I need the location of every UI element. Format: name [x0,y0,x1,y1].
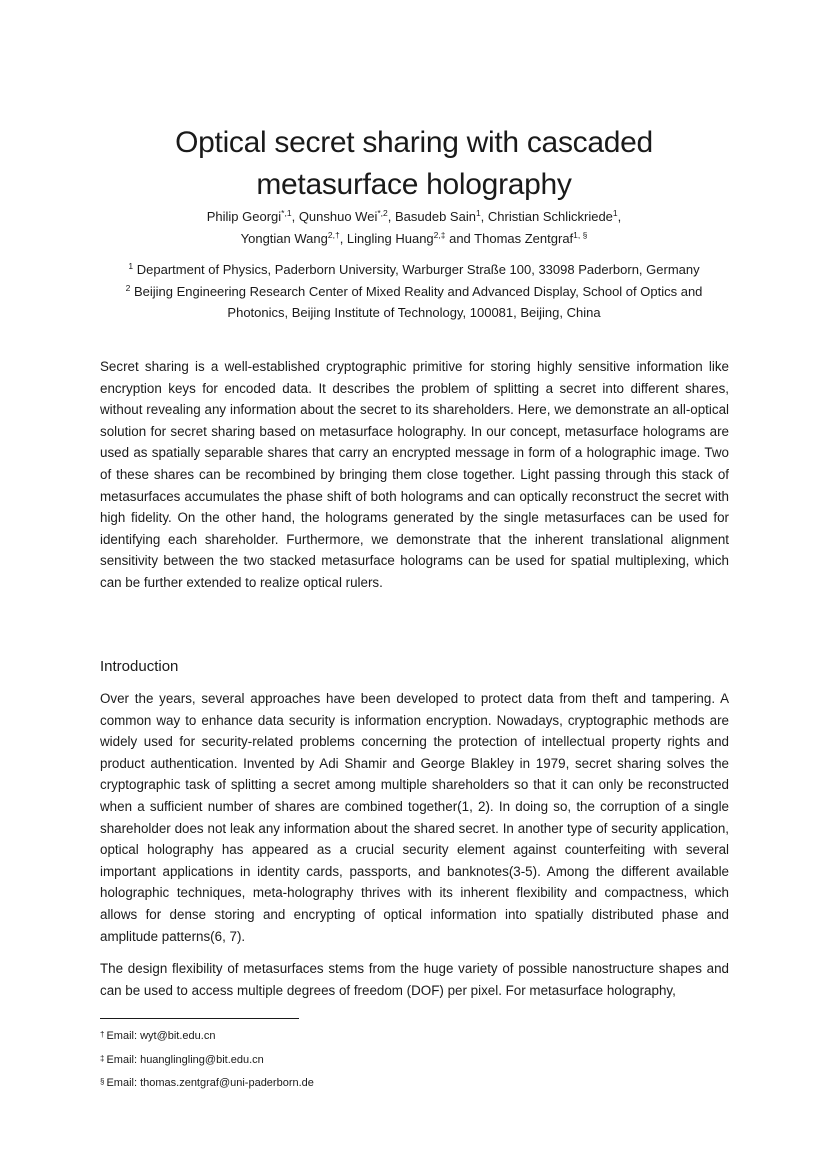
author-affiliation-mark: *,2 [377,208,388,218]
footnote-text: Email: huanglingling@bit.edu.cn [106,1053,264,1066]
author-name: Lingling Huang [346,231,434,246]
author-name: Yongtian Wang [240,231,328,246]
author-affiliation-mark: 2,† [327,230,340,240]
author-affiliation-mark: *,1 [281,208,292,218]
footnote-item [100,1071,314,1095]
body-paragraph: The design flexibility of metasurfaces stems from the huge variety of possible nanostructure shapes and can be used to access multiple degrees of freedom (DOF) per pixel. For metasurface holography, [100,961,729,998]
author-affiliation-mark: 1, § [573,230,588,240]
affiliation-text: Beijing Engineering Research Center of Mixed Reality and Advanced Display, School of Optics and [130,283,703,299]
footnote-divider [100,1018,299,1019]
author-affiliation-mark: 2,‡ [433,230,446,240]
footnote-mark: † [100,1030,105,1039]
footnote-item [100,1048,314,1072]
affiliation-mark: 2 [125,282,131,293]
author-affiliation-mark: 1 [612,208,618,218]
author-separator: and [445,231,475,246]
affiliation-text: Photonics, Beijing Institute of Technology, 100081, Beijing, China [227,305,601,320]
footnote-text: Email: thomas.zentgraf@uni-paderborn.de [106,1077,314,1089]
abstract: Secret sharing is a well-established cryptographic primitive for storing highly sensitive information like encryption keys for encoded data. It describes the problem of splitting a secret into different shares, without revealing any information about the secret to its shareholders. Here, we demonstrate an all-optical solution for secret sharing based on metasurface holography. In our concept, metasurface holograms are used as spatially separable shares that carry an encrypted message in form of a holographic image. Two of these shares can be recombined by bringing them close together. Light passing through this stack of metasurfaces accumulates the phase shift of both holograms and can optically reconstruct the secret with high fidelity. On the other hand, the holograms generated by the single metasurfaces can be used for identifying each shareholder. Furthermore, we demonstrate that the inherent translational alignment sensitivity between the two stacked metasurface holograms can be used for spatial multiplexing, which can be further extended to realize optical rulers. [100,359,729,590]
section-heading-introduction: Introduction [100,658,179,675]
paper-title [100,122,728,206]
author-separator: , [480,209,488,224]
author-separator: , [387,209,395,224]
affiliation-item [100,281,728,303]
author-line-2 [100,228,728,250]
footnote-mark: § [100,1077,105,1086]
body-paragraph: Over the years, several approaches have been developed to protect data from theft and tampering. A common way to enhance data security is information encryption. Nowadays, cryptographic methods are widely used for security-related problems concerning the protection of intellectual property rights and product authentication. Invented by Adi Shamir and George Blakley in 1979, secret sharing solves the cryptographic task of splitting a secret among multiple shareholders so that it can only be reconstructed when a sufficient number of shares are combined together(1, 2). In doing so, the corruption of a single shareholder does not leak any information about the shared secret. In another type of security application, optical holography has appeared as a crucial security element against counterfeiting with several important applications in identity cards, passports, and banknotes(3-5). Among the different available holographic techniques, meta-holography thrives with its inherent flexibility and compactness, which allows for dense storing and encrypting of optical information into spatially distributed phase and amplitude patterns(6, 7). [100,691,729,944]
author-affiliation-mark: 1 [475,208,481,218]
footnote-mark: ‡ [100,1053,105,1063]
author-list [100,206,728,250]
footnote-list [100,1024,314,1095]
author-name: Christian Schlickriede [487,209,613,224]
author-name: Philip Georgi [206,209,282,224]
author-separator: , [291,209,299,224]
affiliation-item [100,302,728,324]
author-line-1 [100,206,728,228]
footnote-text: Email: wyt@bit.edu.cn [106,1030,216,1042]
affiliation-item [100,259,728,281]
author-name: Qunshuo Wei [298,209,378,224]
affiliation-text: Department of Physics, Paderborn University, Warburger Straße 100, 33098 Paderborn, Germany [133,262,700,277]
author-name: Basudeb Sain [394,209,476,224]
affiliation-list [100,259,728,324]
title-line-1: Optical secret sharing with cascaded [175,126,653,160]
title-line-2: metasurface holography [256,168,572,202]
author-separator: , [339,231,347,246]
author-name: Thomas Zentgraf [474,231,574,246]
affiliation-mark: 1 [128,261,134,271]
author-separator: , [617,209,622,224]
footnote-item [100,1024,314,1048]
